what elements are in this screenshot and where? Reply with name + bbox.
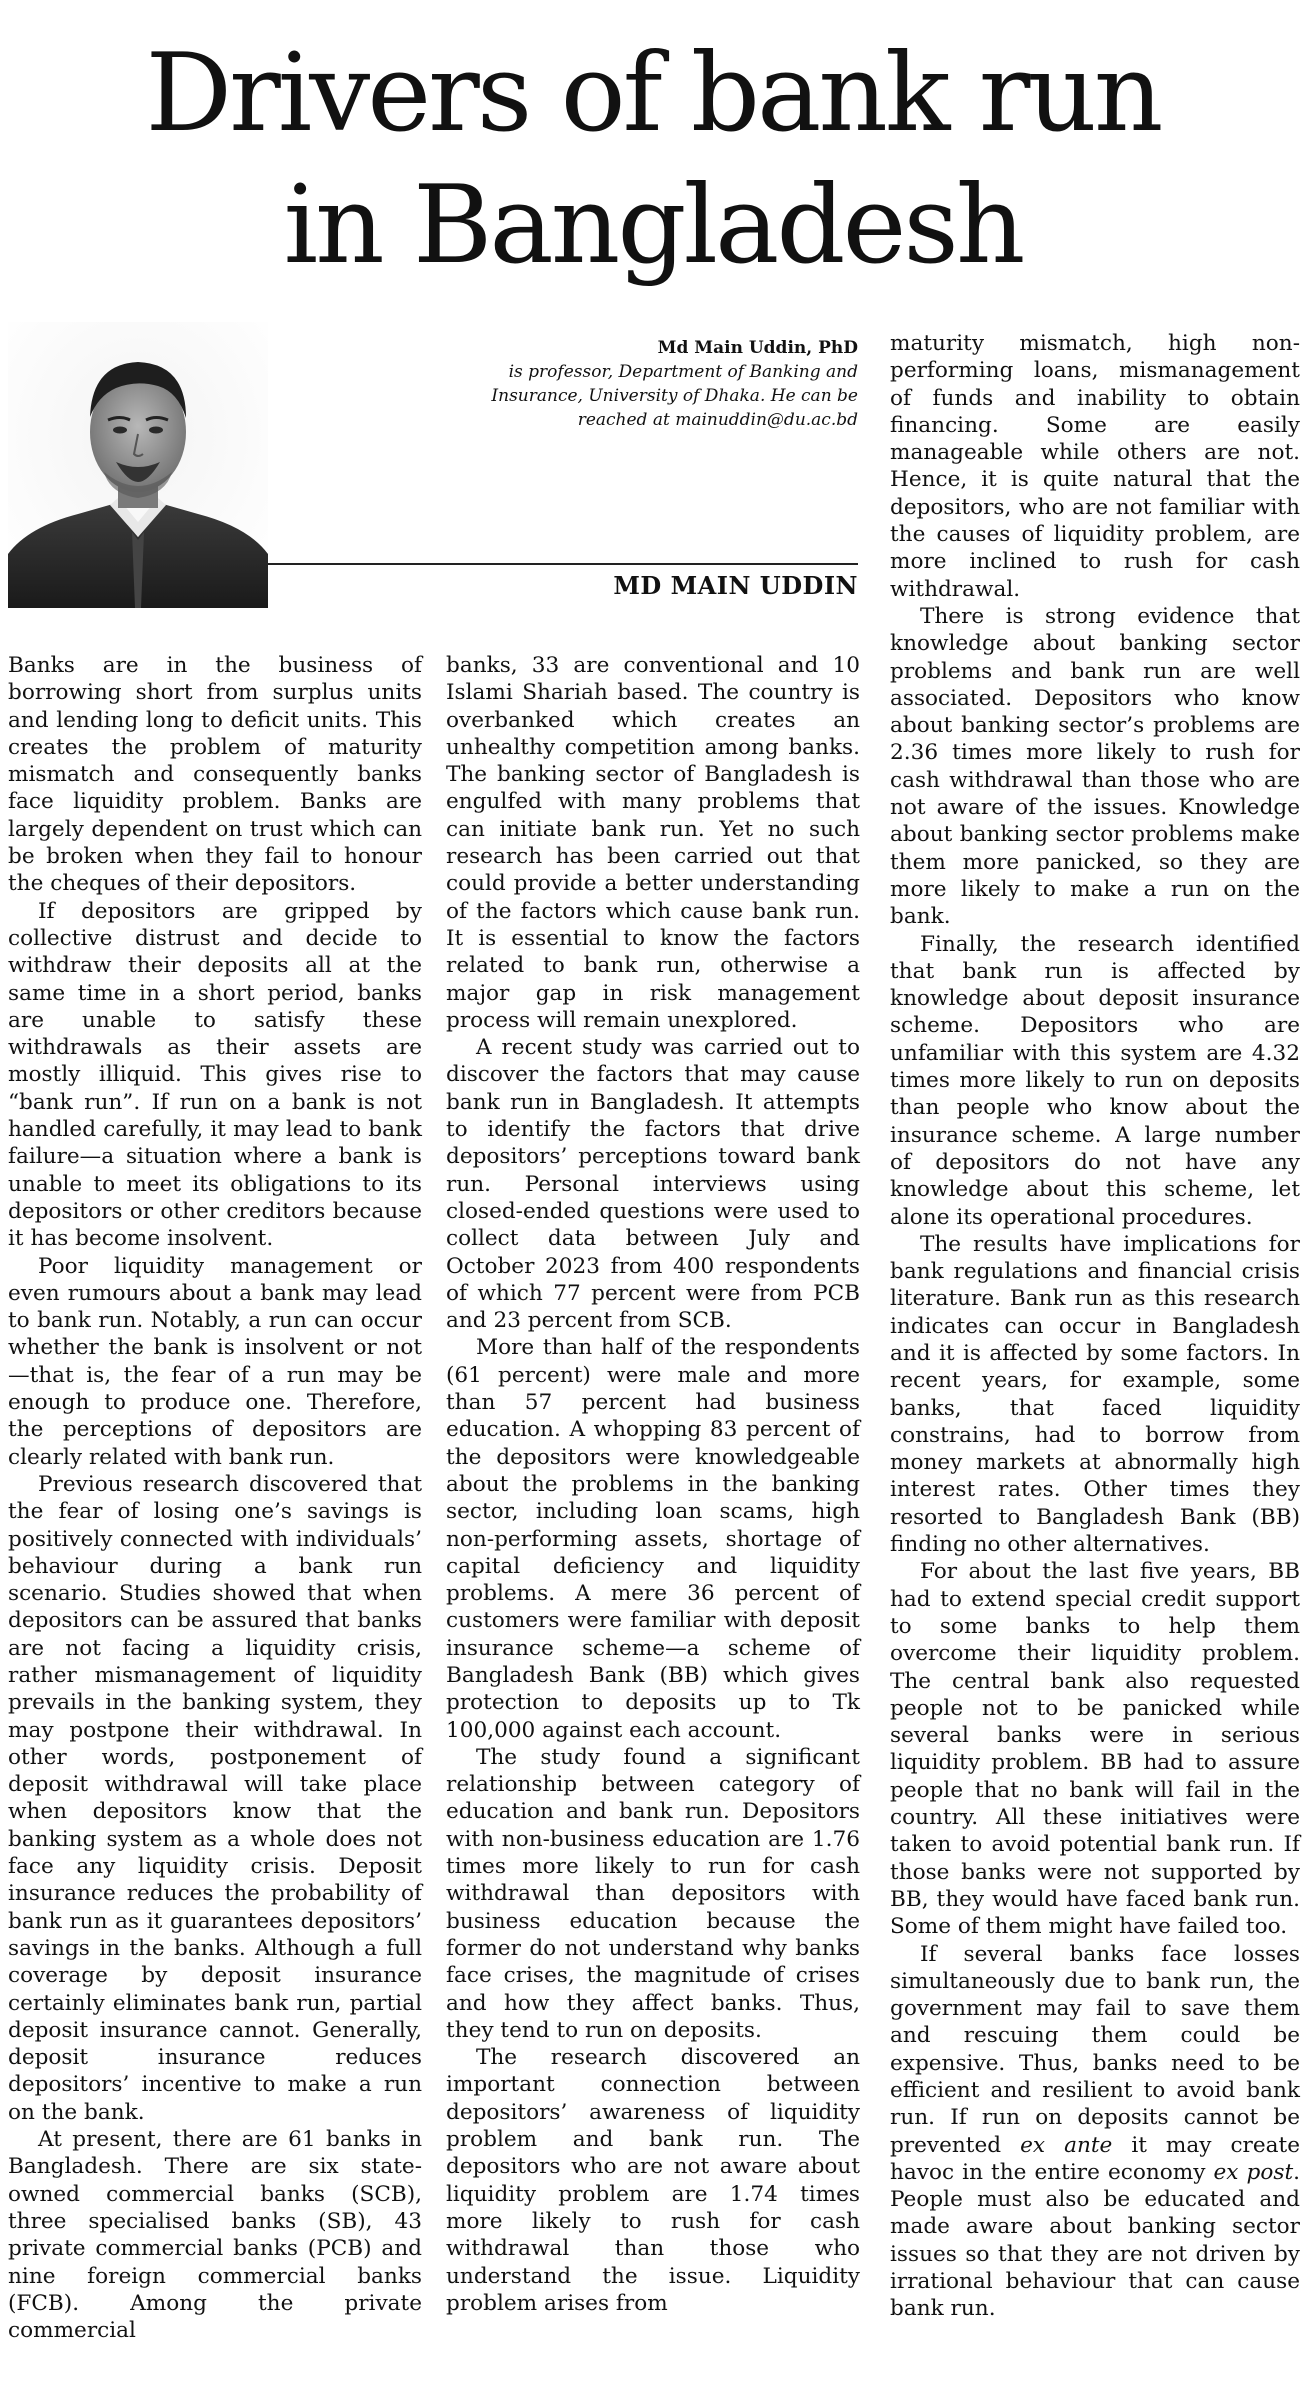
paragraph-text: . People must also be educated and made aware about banking sector issues so that they are not driven by irrational behaviour that can cause bank run. [890, 2159, 1300, 2322]
byline-name: Md Main Uddin, PhD [657, 338, 858, 358]
paragraph-text: it may create havoc in the entire economy [890, 2132, 1300, 2185]
paragraph: Previous research discovered that the fear of losing one’s savings is positively connected with individuals’ behaviour during a bank run scenario. Studies showed that when depositors can be assured that banks are not facing a liquidity crisis, rather mismanagement of liquidity prevails in the banking system, they may postpone their withdrawal. In other words, postponement of deposit withdrawal will take place when depositors know that the banking system as a whole does not face any liquidity crisis. Deposit insurance reduces the probability of bank run as it guarantees depositors’ savings in the banks. Although a full coverage by deposit insurance certainly eliminates bank run, partial deposit insurance cannot. Generally, deposit insurance reduces depositors’ incentive to make a run on the bank. [8, 1471, 422, 2125]
article-column-1 [8, 652, 422, 2344]
paragraph: A recent study was carried out to discover the factors that may cause bank run in Bangladesh. It attempts to identify the factors that drive depositors’ perceptions toward bank run. Personal interviews using closed-ended questions were used to collect data between July and October 2023 from 400 respondents of which 77 percent were from PCB and 23 percent from SCB. [446, 1035, 860, 1334]
headline [0, 28, 1306, 292]
article-column-2 [446, 652, 860, 2317]
byline-description-line: is professor, Department of Banking and [508, 362, 858, 382]
paragraph-final [890, 1941, 1300, 2323]
byline [440, 336, 858, 432]
paragraph: The research discovered an important connection between depositors’ awareness of liquidity problem and bank run. The depositors who are not aware about liquidity problem are 1.74 times more likely to rush for cash withdrawal than those who understand the issue. Liquidity problem arises from [446, 2045, 860, 2316]
paragraph: If depositors are gripped by collective distrust and decide to withdraw their deposits all at the same time in a short period, banks are unable to satisfy these withdrawals as their assets are mostly illiquid. This gives rise to “bank run”. If run on a bank is not handled carefully, it may lead to bank failure—a situation where a bank is unable to meet its obligations to its depositors or other creditors because it has become insolvent. [8, 898, 422, 1252]
paragraph: There is strong evidence that knowledge about banking sector problems and bank run are well associated. Depositors who know about banking sector’s problems are 2.36 times more likely to rush for cash withdrawal than those who are not aware of the issues. Knowledge about banking sector problems make them more panicked, so they are more likely to make a run on the bank. [890, 603, 1300, 930]
paragraph: maturity mismatch, high non-performing loans, mismanagement of funds and inability to obtain financing. Some are easily manageable while others are not. Hence, it is quite natural that the depositors, who are not familiar with the causes of liquidity problem, are more inclined to rush for cash withdrawal. [890, 331, 1300, 602]
paragraph: Poor liquidity management or even rumours about a bank may lead to bank run. Notably, a run can occur whether the bank is insolvent or not—that is, the fear of a run may be enough to produce one. Therefore, the perceptions of depositors are clearly related with bank run. [8, 1253, 422, 1470]
headline-line-1: Drivers of bank run [145, 31, 1161, 156]
paragraph: Banks are in the business of borrowing short from surplus units and lending long to deficit units. This creates the problem of maturity mismatch and consequently banks face liquidity problem. Banks are largely dependent on trust which can be broken when they fail to honour the cheques of their depositors. [8, 653, 422, 897]
paragraph: At present, there are 61 banks in Bangladesh. There are six state-owned commercial banks (SCB), three specialised banks (SB), 43 private commercial banks (PCB) and nine foreign commercial banks (FCB). Among the private commercial [8, 2127, 422, 2344]
byline-description-line: Insurance, University of Dhaka. He can be [491, 386, 858, 406]
article-column-3 [890, 330, 1300, 2323]
paragraph: banks, 33 are conventional and 10 Islami Shariah based. The country is overbanked which creates an unhealthy competition among banks. The banking sector of Bangladesh is engulfed with many problems that can initiate bank run. Yet no such research has been carried out that could provide a better understanding of the factors which cause bank run. It is essential to know the factors related to bank run, otherwise a major gap in risk management process will remain unexplored. [446, 653, 860, 1033]
author-photo [8, 322, 268, 608]
paragraph: More than half of the respondents (61 percent) were male and more than 57 percent had business education. A whopping 83 percent of the depositors were knowledgeable about the problems in the banking sector, including loan scams, high non-performing assets, shortage of capital deficiency and liquidity problems. A mere 36 percent of customers were familiar with deposit insurance scheme—a scheme of Bangladesh Bank (BB) which gives protection to deposits up to Tk 100,000 against each account. [446, 1335, 860, 1743]
italic-term: ex ante [1020, 2132, 1113, 2158]
paragraph: The results have implications for bank regulations and financial crisis literature. Bank run as this research indicates can occur in Bangladesh and it is affected by some factors. In recent years, for example, some banks, that faced liquidity constrains, had to borrow from money markets at abnormally high interest rates. Other times they resorted to Bangladesh Bank (BB) finding no other alternatives. [890, 1231, 1300, 1558]
italic-term: ex post [1213, 2159, 1294, 2185]
paragraph: The study found a significant relationship between category of education and bank run. Depositors with non-business education are 1.76 times more likely to run for cash withdrawal than depositors with business education because the former do not understand why banks face crises, the magnitude of crises and how they affect banks. Thus, they tend to run on deposits. [446, 1744, 860, 2043]
author-name-caps: MD MAIN UDDIN [613, 571, 858, 600]
paragraph-text: If several banks face losses simultaneously due to bank run, the government may fail to save them and rescuing them could be expensive. Thus, banks need to be efficient and resilient to avoid bank run. If run on deposits cannot be prevented [890, 1941, 1300, 2158]
paragraph: Finally, the research identified that bank run is affected by knowledge about deposit insurance scheme. Depositors who are unfamiliar with this system are 4.32 times more likely to run on deposits than people who know about the insurance scheme. A large number of depositors do not have any knowledge about this scheme, let alone its operational procedures. [890, 931, 1300, 1230]
byline-description [440, 360, 858, 432]
byline-divider [268, 563, 858, 565]
byline-description-line: reached at mainuddin@du.ac.bd [577, 410, 858, 430]
paragraph: For about the last five years, BB had to extend special credit support to some banks to help them overcome their liquidity problem. The central bank also requested people not to be panicked while several banks were in serious liquidity problem. BB had to assure people that no bank will fail in the country. All these initiatives were taken to avoid potential bank run. If those banks were not supported by BB, they would have faced bank run. Some of them might have failed too. [890, 1559, 1300, 1940]
headline-line-2: in Bangladesh [283, 163, 1023, 288]
